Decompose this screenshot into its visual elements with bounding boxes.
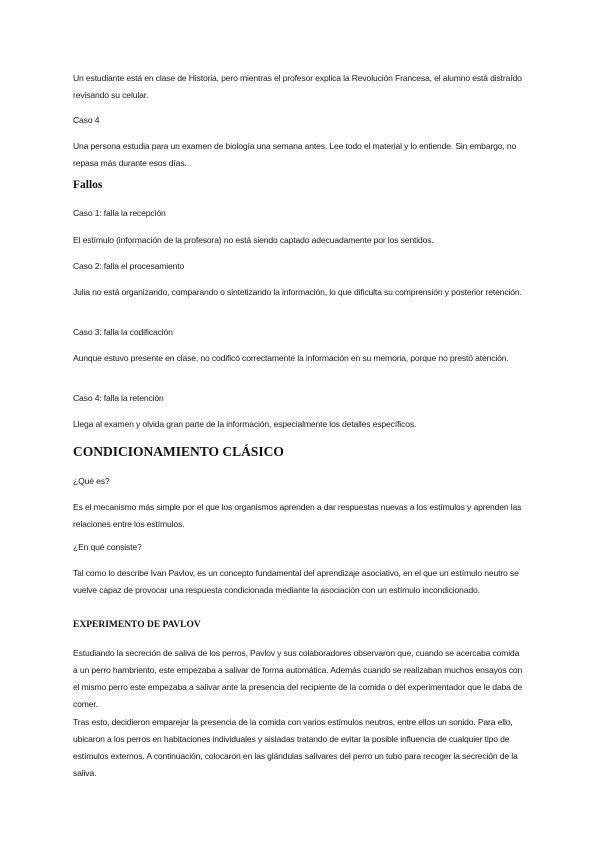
consiste-paragraph: Tal como lo describe Ivan Pavlov, es un concepto fundamental del aprendizaje asociativo, en el que un estímulo neutro se vuelve capaz de provocar una respuesta condicionada mediante la asociación con un estímulo incondicionado. bbox=[73, 568, 519, 595]
caso4-label: Caso 4 bbox=[73, 115, 100, 125]
fallo3-paragraph: Aunque estuvo presente en clase, no codificó correctamente la información en su memoria, porque no prestó atención. bbox=[73, 353, 509, 363]
fallo4-label: Caso 4: falla la retención bbox=[73, 393, 164, 403]
consiste-label: ¿En qué consiste? bbox=[73, 542, 142, 552]
intro-paragraph: Un estudiante está en clase de Historia, pero mientras el profesor explica la Revolución Francesa, el alumno está distraído revisando su celular. bbox=[73, 73, 522, 100]
pavlov-paragraph-2: Tras esto, decidieron emparejar la presencia de la comida con varios estímulos neutros, entre ellos un sonido. Para ello, ubicaron a los perros en habitaciones individuales y aisladas tratando de evitar la posible influencia de cualquier tipo de estímulos externos. A continuación, colocaron en las glándulas salivares del perro un tubo para recoger la secreción de la saliva. bbox=[73, 717, 518, 778]
que-es-label: ¿Qué es? bbox=[73, 476, 110, 486]
pavlov-paragraph-1: Estudiando la secreción de saliva de los perros, Pavlov y sus colaboradores observaron que, cuando se acercaba comida a un perro hambriento, este empezaba a salivar de forma automática. Además cuando se realizaban muchos ensayos con el mismo perro este empezaba a salivar ante la presencia del recipiente de la comida o del experimentador que le daba de comer. bbox=[73, 648, 523, 709]
fallo2-label: Caso 2: falla el procesamiento bbox=[73, 261, 185, 271]
fallo4-paragraph: Llega al examen y olvida gran parte de la información, especialmente los detalles específicos. bbox=[73, 419, 417, 429]
fallo3-label: Caso 3: falla la codificación bbox=[73, 327, 173, 337]
condicionamiento-heading: CONDICIONAMIENTO CLÁSICO bbox=[73, 444, 284, 459]
fallos-heading: Fallos bbox=[73, 179, 103, 191]
fallo1-paragraph: El estímulo (información de la profesora) no está siendo captado adecuadamente por los sentidos. bbox=[73, 235, 434, 245]
que-es-paragraph: Es el mecanismo más simple por el que los organismos aprenden a dar respuestas nuevas a los estímulos y aprenden las relaciones entre los estímulos. bbox=[73, 502, 522, 529]
fallo1-label: Caso 1: falla la recepción bbox=[73, 208, 166, 218]
caso4-paragraph: Una persona estudia para un examen de biología una semana antes. Lee todo el material y lo entiende. Sin embargo, no repasa más durante esos días. bbox=[73, 141, 517, 168]
pavlov-heading: EXPERIMENTO DE PAVLOV bbox=[73, 620, 201, 630]
fallo2-paragraph: Julia no está organizando, comparando o sintetizando la información, lo que dificulta su comprensión y posterior retención. bbox=[73, 287, 522, 297]
